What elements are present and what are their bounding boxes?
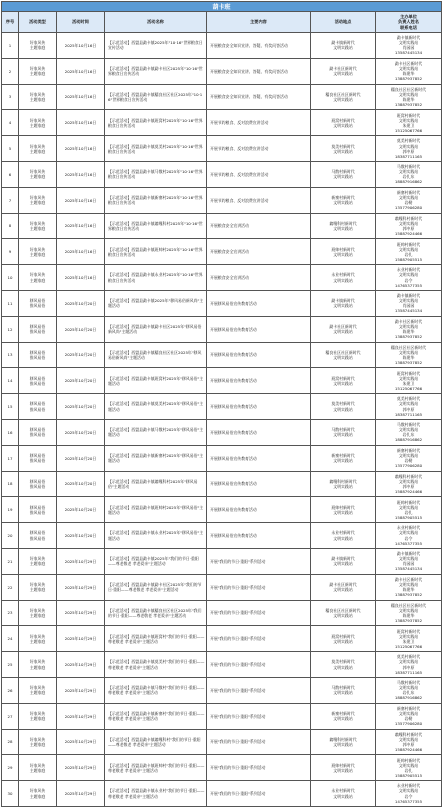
cell-name: 【示范活动】西盟县勐卡镇马散村"我们的节日·重阳——尊老敬老 孝老爱亲"主题活动 xyxy=(105,677,207,703)
cell-time: 2025年10月16日 xyxy=(57,161,105,187)
cell-no: 23 xyxy=(2,600,19,626)
cell-place: 糯良社区社区新时代 文明实践站 xyxy=(311,342,376,368)
cell-content: 开展移风易俗宣传教育活动 xyxy=(207,290,311,316)
table-row xyxy=(2,781,442,807)
table-row xyxy=(2,703,442,729)
cell-place: 班帅村新时代 文明实践站 xyxy=(311,497,376,523)
header-org: 主办单位 负责人姓名 联系电话 xyxy=(376,12,442,33)
cell-time: 2025年10月20日 xyxy=(57,419,105,445)
cell-content: 开展粮食安全知识宣讲、答疑、有奖问答活动 xyxy=(207,58,311,84)
table-row xyxy=(2,419,442,445)
table-row xyxy=(2,600,442,626)
cell-time: 2025年10月20日 xyxy=(57,523,105,549)
table-row xyxy=(2,342,442,368)
cell-org: 马散村新时代 文明实践站 岩扎东 18887916862 xyxy=(376,161,442,187)
cell-place: 莫美村新时代 文明实践站 xyxy=(311,136,376,162)
cell-place: 勐卡社区新时代 文明实践站 xyxy=(311,316,376,342)
table-row xyxy=(2,471,442,497)
cell-name: 【示范活动】西盟县勐卡镇新寨村"我们的节日·重阳——尊老敬老 孝老爱亲"主题活动 xyxy=(105,703,207,729)
cell-time: 2025年10月29日 xyxy=(57,652,105,678)
cell-org: 翁嘎科村新时代 文明实践站 郭中原 15887924466 xyxy=(376,729,442,755)
cell-place: 勐卡镇新时代 文明实践站 xyxy=(311,548,376,574)
cell-time: 2025年10月16日 xyxy=(57,33,105,59)
cell-place: 勐卡镇新时代 文明实践站 xyxy=(311,33,376,59)
cell-no: 11 xyxy=(2,290,19,316)
cell-no: 17 xyxy=(2,445,19,471)
cell-type: 好家风传 主题家庭 xyxy=(19,755,57,781)
cell-content: 开展"我们的节日·重阳"系列活动 xyxy=(207,703,311,729)
cell-place: 新寨村新时代 文明实践站 xyxy=(311,445,376,471)
table-row xyxy=(2,497,442,523)
cell-time: 2025年10月16日 xyxy=(57,136,105,162)
cell-no: 26 xyxy=(2,677,19,703)
table-row xyxy=(2,548,442,574)
cell-org: 勐卡镇新时代 文明实践站 肖园园 13587445134 xyxy=(376,290,442,316)
cell-no: 16 xyxy=(2,419,19,445)
cell-org: 永业村新时代 文明实践站 岩令 14765377355 xyxy=(376,265,442,291)
cell-org: 勐卡社区新时代 文明实践站 陈建华 13887937852 xyxy=(376,316,442,342)
cell-no: 1 xyxy=(2,33,19,59)
table-row xyxy=(2,187,442,213)
cell-org: 新寨村新时代 文明实践站 岩勒 13577906280 xyxy=(376,445,442,471)
cell-no: 7 xyxy=(2,187,19,213)
cell-no: 30 xyxy=(2,781,19,807)
table-row xyxy=(2,677,442,703)
cell-org: 莫美村新时代 文明实践站 郭中原 18387711165 xyxy=(376,136,442,162)
cell-org: 勐卡社区新时代 文明实践站 陈建华 13887937852 xyxy=(376,58,442,84)
cell-content: 开展移风易俗宣传教育活动 xyxy=(207,316,311,342)
cell-name: 【示范活动】西盟县勐卡镇勐卡社区2025年"我们的节日·重阳——尊老敬老 孝老爱亲"主题活动 xyxy=(105,574,207,600)
cell-org: 班帅村新时代 文明实践站 岩扎 15887905515 xyxy=(376,755,442,781)
table-row xyxy=(2,33,442,59)
cell-place: 翁嘎科村新时代 文明实践站 xyxy=(311,213,376,239)
table-row xyxy=(2,368,442,394)
cell-place: 糯良社区社区新时代 文明实践站 xyxy=(311,84,376,110)
cell-org: 班帅村新时代 文明实践站 岩扎 15887905515 xyxy=(376,239,442,265)
cell-name: 【示范活动】西盟县勐卡镇班窝村2025年"10·16"世界粮食日宣传活动 xyxy=(105,110,207,136)
cell-name: 【示范活动】西盟县勐卡镇班帅村"我们的节日·重阳——尊老敬老 孝老爱亲"主题活动 xyxy=(105,755,207,781)
cell-time: 2025年10月29日 xyxy=(57,600,105,626)
cell-content: 开展"我们的节日·重阳"系列活动 xyxy=(207,781,311,807)
cell-name: 【示范活动】西盟县勐卡镇翁嘎科村2025年"10·16"世界粮食日宣传活动 xyxy=(105,213,207,239)
cell-no: 13 xyxy=(2,342,19,368)
cell-type: 移风易俗 推风易俗 xyxy=(19,497,57,523)
cell-type: 好家风传 主题家庭 xyxy=(19,729,57,755)
cell-org: 新寨村新时代 文明实践站 岩勒 13577906280 xyxy=(376,187,442,213)
cell-time: 2025年10月29日 xyxy=(57,574,105,600)
cell-no: 14 xyxy=(2,368,19,394)
header-row xyxy=(2,12,442,33)
cell-no: 2 xyxy=(2,58,19,84)
cell-content: 开展粮食安全知识宣讲、答疑、有奖问答活动 xyxy=(207,84,311,110)
table-row xyxy=(2,265,442,291)
table-row xyxy=(2,161,442,187)
cell-content: 开展移风易俗宣传教育活动 xyxy=(207,471,311,497)
cell-content: 开展移风易俗宣传教育活动 xyxy=(207,419,311,445)
cell-name: 【示范活动】西盟县勐卡镇班窝村"我们的节日·重阳——尊老敬老 孝老爱亲"主题活动 xyxy=(105,626,207,652)
cell-place: 班窝村新时代 文明实践站 xyxy=(311,110,376,136)
cell-no: 25 xyxy=(2,652,19,678)
cell-org: 翁嘎科村新时代 文明实践站 郭中原 15887924466 xyxy=(376,213,442,239)
cell-name: 【示范活动】西盟县勐卡镇糯良社区社区2025年"移风易俗新风尚"主题活动 xyxy=(105,342,207,368)
cell-type: 好家风传 主题家庭 xyxy=(19,781,57,807)
cell-no: 18 xyxy=(2,471,19,497)
cell-place: 班帅村新时代 文明实践站 xyxy=(311,755,376,781)
table-row xyxy=(2,58,442,84)
cell-content: 开展"我们的节日·重阳"系列活动 xyxy=(207,548,311,574)
cell-name: 【示范活动】西盟县勐卡镇永业村2025年"10·16"世界粮食日宣传活动 xyxy=(105,265,207,291)
cell-place: 莫美村新时代 文明实践站 xyxy=(311,652,376,678)
cell-type: 好家风传 主题家庭 xyxy=(19,161,57,187)
cell-type: 好家风传 主题家庭 xyxy=(19,58,57,84)
cell-time: 2025年10月16日 xyxy=(57,84,105,110)
cell-time: 2025年10月20日 xyxy=(57,368,105,394)
cell-name: 【示范活动】西盟县勐卡镇新寨村2025年"移风易俗"主题活动 xyxy=(105,445,207,471)
cell-org: 班帅村新时代 文明实践站 岩扎 15887905515 xyxy=(376,497,442,523)
cell-type: 好家风传 主题家庭 xyxy=(19,652,57,678)
cell-content: 开展"我们的节日·重阳"系列活动 xyxy=(207,600,311,626)
cell-time: 2025年10月20日 xyxy=(57,342,105,368)
cell-org: 永业村新时代 文明实践站 岩令 14765377355 xyxy=(376,781,442,807)
cell-org: 勐卡镇新时代 文明实践站 肖园园 13587445134 xyxy=(376,548,442,574)
cell-no: 12 xyxy=(2,316,19,342)
cell-content: 开展"我们的节日·重阳"系列活动 xyxy=(207,626,311,652)
cell-no: 5 xyxy=(2,136,19,162)
cell-no: 8 xyxy=(2,213,19,239)
cell-place: 班帅村新时代 文明实践站 xyxy=(311,239,376,265)
cell-time: 2025年10月20日 xyxy=(57,445,105,471)
cell-no: 6 xyxy=(2,161,19,187)
cell-time: 2025年10月29日 xyxy=(57,703,105,729)
cell-content: 开展粮食安全知识宣讲、答疑、有奖问答活动 xyxy=(207,33,311,59)
cell-type: 好家风传 主题家庭 xyxy=(19,239,57,265)
cell-type: 好家风传 主题家庭 xyxy=(19,187,57,213)
cell-type: 好家风传 主题家庭 xyxy=(19,265,57,291)
cell-content: 开展节约粮食、反对浪费宣讲活动 xyxy=(207,161,311,187)
cell-place: 糯良社区社区新时代 文明实践站 xyxy=(311,600,376,626)
cell-place: 翁嘎科村新时代 文明实践站 xyxy=(311,729,376,755)
cell-org: 马散村新时代 文明实践站 岩扎东 18887916862 xyxy=(376,419,442,445)
table-row xyxy=(2,213,442,239)
cell-no: 10 xyxy=(2,265,19,291)
cell-time: 2025年10月16日 xyxy=(57,213,105,239)
table-row xyxy=(2,110,442,136)
table-row xyxy=(2,626,442,652)
table-row xyxy=(2,755,442,781)
cell-type: 好家风传 主题家庭 xyxy=(19,677,57,703)
cell-no: 29 xyxy=(2,755,19,781)
cell-type: 好家风传 主题家庭 xyxy=(19,213,57,239)
cell-content: 开展粮食安全宣讲活动 xyxy=(207,239,311,265)
table-row xyxy=(2,84,442,110)
cell-type: 移风易俗 推风易俗 xyxy=(19,368,57,394)
cell-content: 开展"我们的节日·重阳"系列活动 xyxy=(207,652,311,678)
cell-org: 马散村新时代 文明实践站 岩扎东 18887916862 xyxy=(376,677,442,703)
cell-time: 2025年10月16日 xyxy=(57,58,105,84)
cell-name: 【示范活动】西盟县勐卡镇永业村2025年"移风易俗"主题活动 xyxy=(105,523,207,549)
cell-no: 4 xyxy=(2,110,19,136)
cell-type: 移风易俗 推风易俗 xyxy=(19,316,57,342)
cell-name: 【示范活动】西盟县勐卡镇永业村"我们的节日·重阳——尊老敬老 孝老爱亲"主题活动 xyxy=(105,781,207,807)
cell-org: 班窝村新时代 文明实践站 朱建卫 15125067766 xyxy=(376,626,442,652)
table-row xyxy=(2,316,442,342)
cell-content: 开展移风易俗宣传教育活动 xyxy=(207,394,311,420)
cell-time: 2025年10月29日 xyxy=(57,677,105,703)
cell-content: 开展"我们的节日·重阳"系列活动 xyxy=(207,755,311,781)
header-content: 主要内容 xyxy=(207,12,311,33)
cell-content: 开展移风易俗宣传教育活动 xyxy=(207,368,311,394)
cell-org: 莫美村新时代 文明实践站 郭中原 18387711165 xyxy=(376,394,442,420)
cell-org: 班窝村新时代 文明实践站 朱建卫 15125067766 xyxy=(376,110,442,136)
cell-no: 9 xyxy=(2,239,19,265)
cell-type: 移风易俗 推风易俗 xyxy=(19,342,57,368)
cell-org: 糯良社区社区新时代 文明实践站 陈建华 13887937852 xyxy=(376,342,442,368)
cell-org: 勐卡社区新时代 文明实践站 陈建华 13887937852 xyxy=(376,574,442,600)
header-place: 活动地点 xyxy=(311,12,376,33)
cell-place: 永业村新时代 文明实践站 xyxy=(311,265,376,291)
cell-name: 【示范活动】西盟县勐卡镇莫美村2025年"10·16"世界粮食日宣传活动 xyxy=(105,136,207,162)
cell-place: 马散村新时代 文明实践站 xyxy=(311,419,376,445)
cell-no: 24 xyxy=(2,626,19,652)
cell-content: 开展"我们的节日·重阳"系列活动 xyxy=(207,729,311,755)
cell-org: 新寨村新时代 文明实践站 岩勒 13577906280 xyxy=(376,703,442,729)
cell-type: 好家风传 主题家庭 xyxy=(19,136,57,162)
cell-type: 移风易俗 推风易俗 xyxy=(19,471,57,497)
cell-type: 移风易俗 推风易俗 xyxy=(19,445,57,471)
cell-time: 2025年10月29日 xyxy=(57,548,105,574)
cell-content: 开展移风易俗宣传教育活动 xyxy=(207,445,311,471)
cell-time: 2025年10月29日 xyxy=(57,755,105,781)
table-row xyxy=(2,394,442,420)
cell-place: 勐卡社区新时代 文明实践站 xyxy=(311,574,376,600)
cell-org: 莫美村新时代 文明实践站 郭中原 18387711165 xyxy=(376,652,442,678)
cell-content: 开展移风易俗宣传教育活动 xyxy=(207,497,311,523)
cell-org: 班窝村新时代 文明实践站 朱建卫 15125067766 xyxy=(376,368,442,394)
cell-place: 新寨村新时代 文明实践站 xyxy=(311,703,376,729)
cell-time: 2025年10月20日 xyxy=(57,316,105,342)
cell-type: 好家风传 主题家庭 xyxy=(19,574,57,600)
cell-name: 【示范活动】西盟县勐卡镇糯良社区社区2025年"我们的节日·重阳——尊老敬老 孝老爱亲"主题活动 xyxy=(105,600,207,626)
cell-name: 【示范活动】西盟县勐卡镇2025年"移风易俗新风尚"主题活动 xyxy=(105,290,207,316)
cell-place: 永业村新时代 文明实践站 xyxy=(311,523,376,549)
cell-type: 移风易俗 推风易俗 xyxy=(19,419,57,445)
header-no: 序号 xyxy=(2,12,19,33)
cell-content: 开展"我们的节日·重阳"系列活动 xyxy=(207,574,311,600)
cell-time: 2025年10月20日 xyxy=(57,290,105,316)
cell-type: 好家风传 主题家庭 xyxy=(19,33,57,59)
cell-type: 好家风传 主题家庭 xyxy=(19,703,57,729)
cell-name: 【示范活动】西盟县勐卡镇2025年"10·16"世界粮食日宣传活动 xyxy=(105,33,207,59)
cell-name: 【示范活动】西盟县勐卡镇马散村2025年"10·16"世界粮食日宣传活动 xyxy=(105,161,207,187)
header-time: 活动时间 xyxy=(57,12,105,33)
cell-org: 永业村新时代 文明实践站 岩令 14765377355 xyxy=(376,523,442,549)
cell-place: 马散村新时代 文明实践站 xyxy=(311,161,376,187)
cell-time: 2025年10月16日 xyxy=(57,110,105,136)
cell-name: 【示范活动】西盟县勐卡镇班窝村2025年"移风易俗"主题活动 xyxy=(105,368,207,394)
cell-time: 2025年10月29日 xyxy=(57,781,105,807)
cell-place: 班窝村新时代 文明实践站 xyxy=(311,626,376,652)
cell-type: 移风易俗 推风易俗 xyxy=(19,290,57,316)
cell-type: 好家风传 主题家庭 xyxy=(19,626,57,652)
cell-type: 好家风传 主题家庭 xyxy=(19,110,57,136)
cell-name: 【示范活动】西盟县勐卡镇翁嘎科村"我们的节日·重阳——尊老敬老 孝老爱亲"主题活动 xyxy=(105,729,207,755)
cell-content: 开展移风易俗宣传教育活动 xyxy=(207,342,311,368)
cell-type: 好家风传 主题家庭 xyxy=(19,84,57,110)
cell-place: 莫美村新时代 文明实践站 xyxy=(311,394,376,420)
cell-name: 【示范活动】西盟县勐卡镇班帅村2025年"移风易俗"主题活动 xyxy=(105,497,207,523)
cell-name: 【示范活动】西盟县勐卡镇莫美村2025年"移风易俗"主题活动 xyxy=(105,394,207,420)
table-row xyxy=(2,239,442,265)
table-row xyxy=(2,290,442,316)
cell-place: 马散村新时代 文明实践站 xyxy=(311,677,376,703)
cell-time: 2025年10月16日 xyxy=(57,239,105,265)
cell-no: 28 xyxy=(2,729,19,755)
cell-type: 好家风传 主题家庭 xyxy=(19,548,57,574)
cell-no: 22 xyxy=(2,574,19,600)
cell-no: 21 xyxy=(2,548,19,574)
cell-org: 勐卡镇新时代 文明实践站 肖园园 13587445134 xyxy=(376,33,442,59)
cell-time: 2025年10月16日 xyxy=(57,187,105,213)
cell-no: 15 xyxy=(2,394,19,420)
cell-no: 3 xyxy=(2,84,19,110)
cell-name: 【示范活动】西盟县勐卡镇糯良社区社区2025年"10·16"世界粮食日宣传活动 xyxy=(105,84,207,110)
activity-table xyxy=(1,1,442,807)
table-row xyxy=(2,445,442,471)
table-row xyxy=(2,136,442,162)
table-title: 葫卡班 xyxy=(2,2,442,12)
cell-place: 永业村新时代 文明实践站 xyxy=(311,781,376,807)
cell-no: 27 xyxy=(2,703,19,729)
cell-time: 2025年10月20日 xyxy=(57,394,105,420)
table-row xyxy=(2,729,442,755)
cell-content: 开展"我们的节日·重阳"系列活动 xyxy=(207,677,311,703)
cell-time: 2025年10月29日 xyxy=(57,626,105,652)
cell-name: 【示范活动】西盟县勐卡镇班帅村2025年"10·16"世界粮食日宣传活动 xyxy=(105,239,207,265)
cell-content: 开展节约粮食、反对浪费宣讲活动 xyxy=(207,187,311,213)
cell-time: 2025年10月20日 xyxy=(57,471,105,497)
cell-name: 【示范活动】西盟县勐卡镇翁嘎科村2025年"移风易俗"主题活动 xyxy=(105,471,207,497)
header-name: 活动名称 xyxy=(105,12,207,33)
cell-no: 20 xyxy=(2,523,19,549)
cell-content: 开展节约粮食、反对浪费宣讲活动 xyxy=(207,136,311,162)
cell-place: 勐卡镇新时代 文明实践站 xyxy=(311,290,376,316)
table-body xyxy=(2,33,442,807)
cell-type: 好家风传 主题家庭 xyxy=(19,600,57,626)
cell-org: 糯良社区社区新时代 文明实践站 陈建华 13887937852 xyxy=(376,84,442,110)
cell-name: 【示范活动】西盟县勐卡镇勐卡社区2025年"10·16"世界粮食日宣传活动 xyxy=(105,58,207,84)
cell-org: 翁嘎科村新时代 文明实践站 郭中原 15887924466 xyxy=(376,471,442,497)
cell-type: 移风易俗 推风易俗 xyxy=(19,523,57,549)
cell-time: 2025年10月29日 xyxy=(57,729,105,755)
cell-time: 2025年10月20日 xyxy=(57,497,105,523)
cell-content: 开展粮食安全宣讲活动 xyxy=(207,265,311,291)
table-row xyxy=(2,523,442,549)
cell-name: 【示范活动】西盟县勐卡镇马散村2025年"移风易俗"主题活动 xyxy=(105,419,207,445)
cell-type: 移风易俗 推风易俗 xyxy=(19,394,57,420)
cell-time: 2025年10月16日 xyxy=(57,265,105,291)
cell-name: 【示范活动】西盟县勐卡镇2025年"我们的节日·重阳——尊老敬老 孝老爱亲"主题活动 xyxy=(105,548,207,574)
table-row xyxy=(2,574,442,600)
cell-org: 糯良社区社区新时代 文明实践站 陈建华 13887937852 xyxy=(376,600,442,626)
cell-content: 开展粮食安全宣讲活动 xyxy=(207,213,311,239)
cell-place: 翁嘎科村新时代 文明实践站 xyxy=(311,471,376,497)
cell-place: 班窝村新时代 文明实践站 xyxy=(311,368,376,394)
cell-place: 新寨村新时代 文明实践站 xyxy=(311,187,376,213)
cell-name: 【示范活动】西盟县勐卡镇勐卡社区2025年"移风易俗新风尚"主题活动 xyxy=(105,316,207,342)
cell-content: 开展移风易俗宣传教育活动 xyxy=(207,523,311,549)
cell-no: 19 xyxy=(2,497,19,523)
table-row xyxy=(2,652,442,678)
cell-name: 【示范活动】西盟县勐卡镇莫美村"我们的节日·重阳——尊老敬老 孝老爱亲"主题活动 xyxy=(105,652,207,678)
cell-place: 勐卡社区新时代 文明实践站 xyxy=(311,58,376,84)
header-type: 活动类型 xyxy=(19,12,57,33)
cell-content: 开展节约粮食、反对浪费宣讲活动 xyxy=(207,110,311,136)
cell-name: 【示范活动】西盟县勐卡镇新寨村2025年"10·16"世界粮食日宣传活动 xyxy=(105,187,207,213)
